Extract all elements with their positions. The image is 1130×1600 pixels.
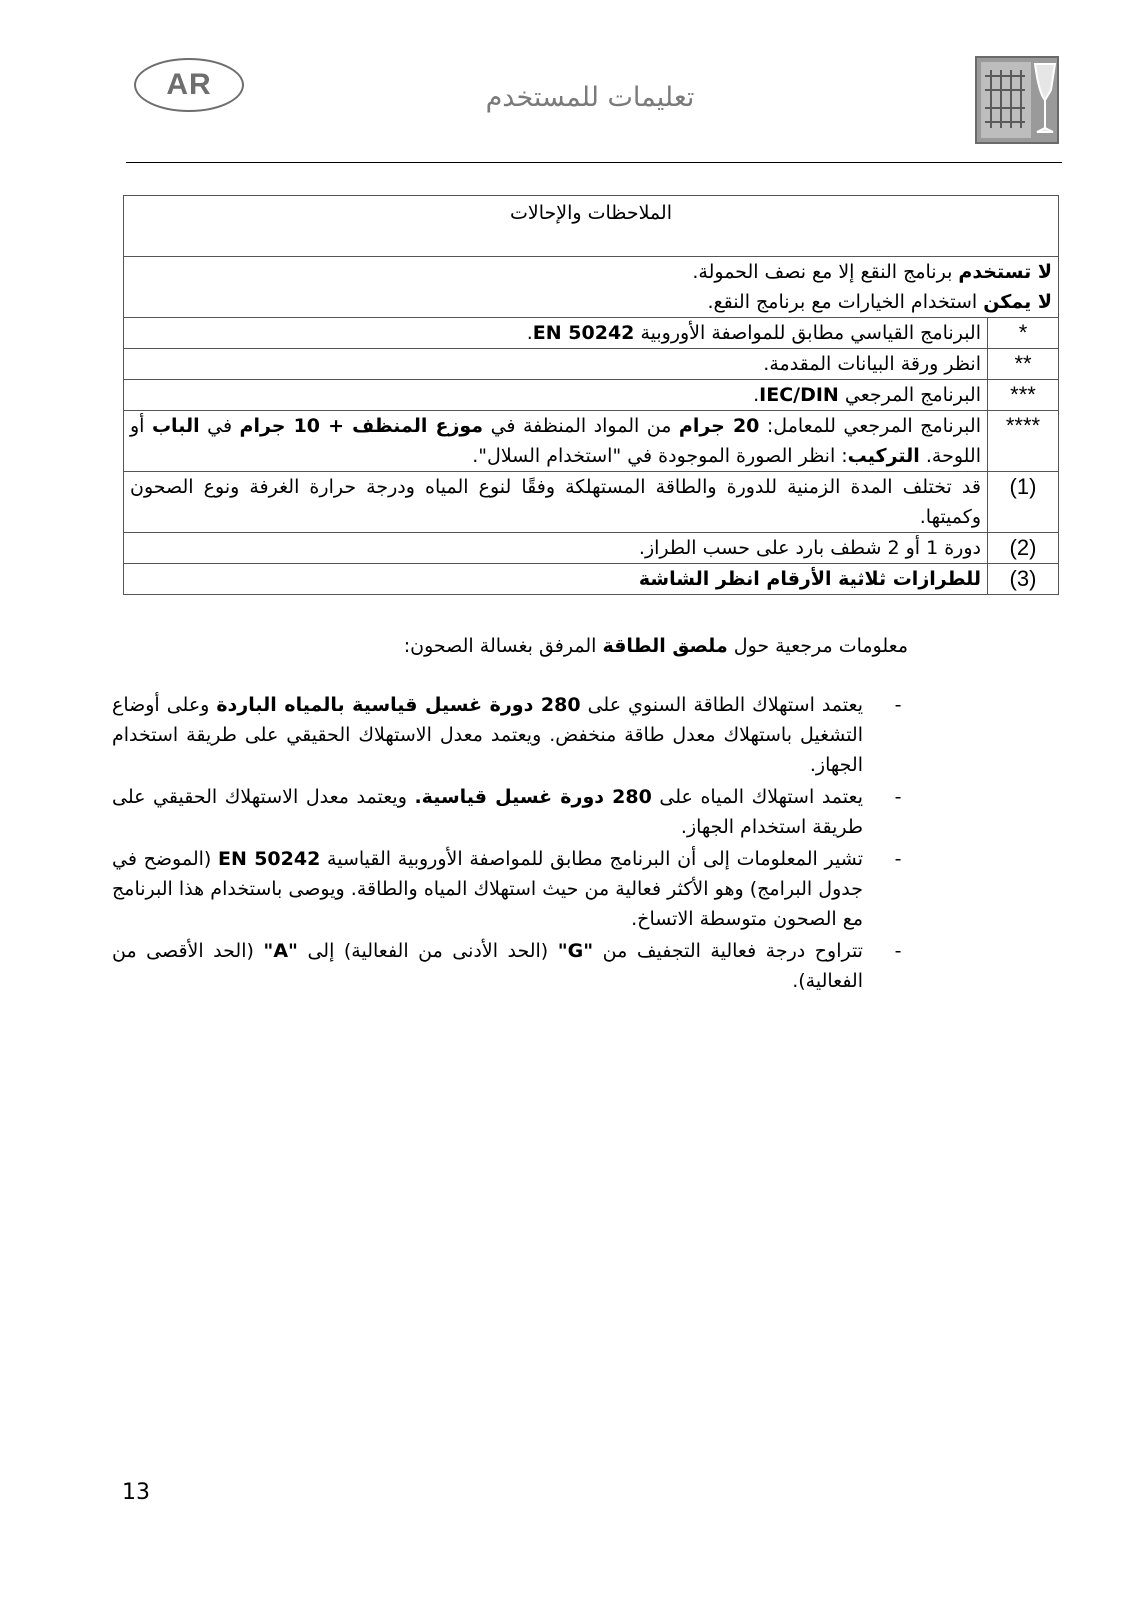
table-row <box>124 380 1059 411</box>
note-text: قد تختلف المدة الزمنية للدورة والطاقة المستهلكة وفقًا لنوع المياه ودرجة حرارة الغرفة ونوع الصحون وكميتها. <box>124 472 988 533</box>
bullet-dash: - <box>894 786 902 808</box>
table-row <box>124 533 1059 564</box>
note-mark: **** <box>988 411 1059 472</box>
language-code: AR <box>166 68 212 101</box>
note-text: للطرازات ثلاثية الأرقام انظر الشاشة <box>124 564 988 595</box>
notes-table <box>123 195 1059 595</box>
page-header-title: تعليمات للمستخدم <box>485 82 695 113</box>
bullet-dash: - <box>894 940 902 962</box>
table-row <box>124 349 1059 380</box>
soak-warning-2: لا يمكن استخدام الخيارات مع برنامج النقع. <box>707 291 1052 313</box>
note-mark: (1) <box>988 472 1059 533</box>
note-mark: ** <box>988 349 1059 380</box>
soak-warnings <box>124 257 1059 318</box>
note-text: انظر ورقة البيانات المقدمة. <box>124 349 988 380</box>
table-row <box>124 472 1059 533</box>
note-text: دورة 1 أو 2 شطف بارد على حسب الطراز. <box>124 533 988 564</box>
energy-label-intro: معلومات مرجعية حول ملصق الطاقة المرفق بغسالة الصحون: <box>403 635 908 657</box>
language-badge <box>134 58 244 112</box>
table-row <box>124 564 1059 595</box>
energy-info-list <box>112 690 908 998</box>
note-mark: (2) <box>988 533 1059 564</box>
bullet-dash: - <box>894 694 902 716</box>
dishwasher-glass-icon <box>975 56 1059 144</box>
bullet-dash: - <box>894 848 902 870</box>
list-item: - تتراوح درجة فعالية التجفيف من "G" (الحد الأدنى من الفعالية) إلى "A" (الحد الأقصى من الفعالية). <box>112 936 908 996</box>
note-mark: (3) <box>988 564 1059 595</box>
note-mark: *** <box>988 380 1059 411</box>
page-number: 13 <box>122 1480 150 1505</box>
note-text: البرنامج القياسي مطابق للمواصفة الأوروبية EN 50242. <box>124 318 988 349</box>
note-mark: * <box>988 318 1059 349</box>
note-text: البرنامج المرجعي IEC/DIN. <box>124 380 988 411</box>
header-divider <box>126 162 1062 163</box>
list-item: - يعتمد استهلاك الطاقة السنوي على 280 دورة غسيل قياسية بالمياه الباردة وعلى أوضاع التشغيل باستهلاك معدل طاقة منخفض. ويعتمد معدل الاستهلاك الحقيقي على طريقة استخدام الجهاز. <box>112 690 908 780</box>
list-item: - تشير المعلومات إلى أن البرنامج مطابق للمواصفة الأوروبية القياسية EN 50242 (الموضح في جدول البرامج) وهو الأكثر فعالية من حيث استهلاك المياه والطاقة. ويوصى باستخدام هذا البرنامج مع الصحون متوسطة الاتساخ. <box>112 844 908 934</box>
table-row <box>124 318 1059 349</box>
list-item: - يعتمد استهلاك المياه على 280 دورة غسيل قياسية. ويعتمد معدل الاستهلاك الحقيقي على طريقة استخدام الجهاز. <box>112 782 908 842</box>
soak-warning-1: لا تستخدم برنامج النقع إلا مع نصف الحمولة. <box>692 261 1052 283</box>
table-row <box>124 411 1059 472</box>
note-text: البرنامج المرجعي للمعامل: 20 جرام من المواد المنظفة في موزع المنظف + 10 جرام في الباب أو اللوحة. التركيب: انظر الصورة الموجودة في "استخدام السلال". <box>124 411 988 472</box>
notes-table-heading: الملاحظات والإحالات <box>124 196 1059 257</box>
